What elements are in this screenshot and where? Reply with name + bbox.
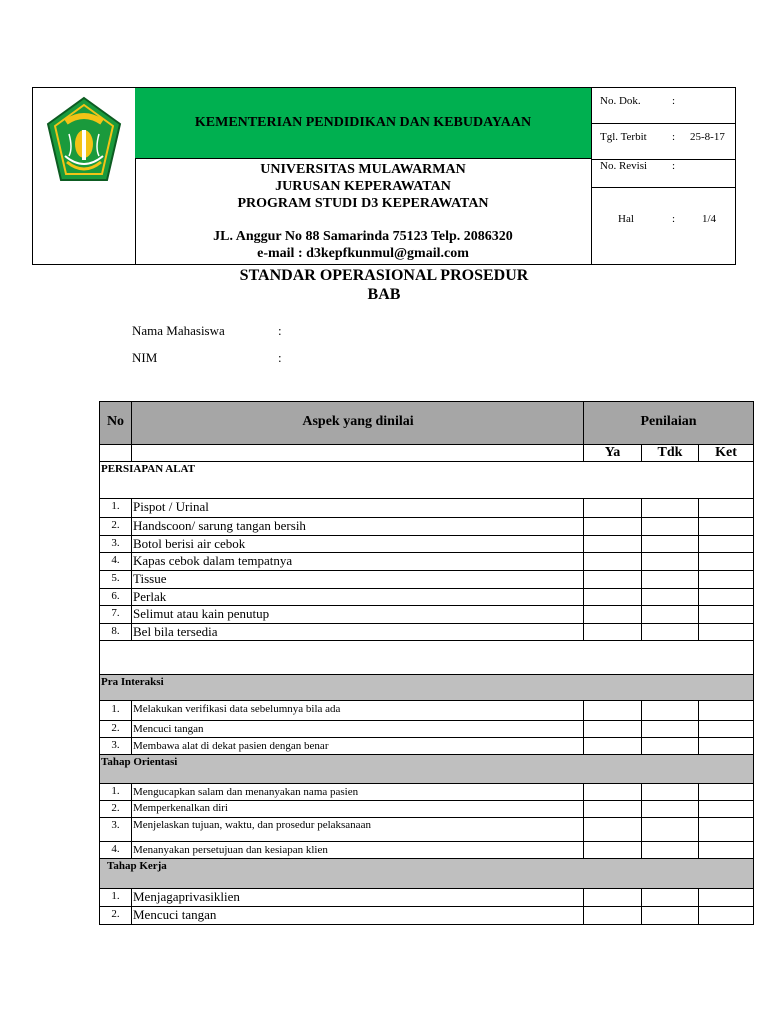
item-number: 1. [100,889,132,906]
cell-ya[interactable] [584,801,642,817]
cell-ket[interactable] [699,589,753,605]
cell-ya[interactable] [584,518,642,535]
cell-tdk[interactable] [642,889,699,906]
field-label: NIM [132,350,158,365]
email-line: e-mail : d3kepfkunmul@gmail.com [257,246,469,261]
field-colon: : [278,323,282,338]
subheader-empty [100,445,132,461]
cell-ya[interactable] [584,784,642,800]
cell-ket[interactable] [699,624,753,640]
cell-tdk[interactable] [642,842,699,858]
table-row [100,536,753,553]
cell-ket[interactable] [699,553,753,570]
cell-ya[interactable] [584,818,642,841]
section-title: PERSIAPAN ALAT [101,463,196,475]
col-header-aspek: Aspek yang dinilai [132,402,584,444]
table-row [100,721,753,738]
item-number: 7. [100,606,132,623]
cell-ket[interactable] [699,784,753,800]
cell-ket[interactable] [699,738,753,754]
cell-tdk[interactable] [642,701,699,720]
cell-ya[interactable] [584,842,642,858]
item-number: 8. [100,624,132,640]
table-row [100,738,753,755]
item-text: Tissue [132,571,584,588]
section-title: Pra Interaksi [101,676,164,688]
table-row [100,889,753,907]
meta-label: No. Dok. [600,95,641,107]
cell-tdk[interactable] [642,553,699,570]
col-header-no: No [100,402,132,444]
meta-colon: : [672,213,676,225]
item-text: Perlak [132,589,584,605]
logo-cell [33,88,136,264]
meta-label: No. Revisi [600,160,648,172]
cell-tdk[interactable] [642,907,699,924]
meta-row [592,188,735,264]
col-header-ya: Ya [584,445,642,461]
university-name: UNIVERSITAS MULAWARMAN [260,162,466,177]
cell-tdk[interactable] [642,624,699,640]
table-row [100,518,753,536]
table-row [100,499,753,518]
table-subheader-row [100,445,753,462]
cell-ket[interactable] [699,701,753,720]
section-row [100,859,753,889]
cell-ket[interactable] [699,907,753,924]
cell-tdk[interactable] [642,589,699,605]
item-text: Mencuci tangan [132,721,584,737]
cell-ya[interactable] [584,701,642,720]
cell-ket[interactable] [699,536,753,552]
student-id-field [132,350,282,366]
cell-ya[interactable] [584,536,642,552]
field-label: Nama Mahasiswa [132,323,225,338]
university-logo [45,96,123,188]
cell-ya[interactable] [584,889,642,906]
table-row [100,907,753,924]
cell-ya[interactable] [584,738,642,754]
cell-tdk[interactable] [642,784,699,800]
section-row [100,675,753,701]
cell-ket[interactable] [699,889,753,906]
section-row [100,755,753,784]
table-row [100,784,753,801]
cell-tdk[interactable] [642,801,699,817]
cell-ya[interactable] [584,589,642,605]
sop-title [32,266,736,304]
item-number: 4. [100,553,132,570]
meta-colon: : [672,95,676,107]
item-text: Bel bila tersedia [132,624,584,640]
item-text: Mencuci tangan [132,907,584,924]
item-text: Handscoon/ sarung tangan bersih [132,518,584,535]
cell-ket[interactable] [699,842,753,858]
item-number: 5. [100,571,132,588]
cell-ya[interactable] [584,606,642,623]
meta-label: Tgl. Terbit [600,131,647,143]
item-text: Pispot / Urinal [132,499,584,517]
item-number: 1. [100,499,132,517]
cell-tdk[interactable] [642,818,699,841]
cell-ket[interactable] [699,499,753,517]
cell-tdk[interactable] [642,499,699,517]
item-number: 4. [100,842,132,858]
section-title: Tahap Kerja [107,860,167,872]
spacer-row [100,641,753,675]
cell-ya[interactable] [584,907,642,924]
address-line: JL. Anggur No 88 Samarinda 75123 Telp. 2086320 [213,229,513,244]
col-header-ket: Ket [715,445,737,460]
cell-ya[interactable] [584,499,642,517]
meta-colon: : [672,160,676,172]
item-text: Kapas cebok dalam tempatnya [132,553,584,570]
cell-ya[interactable] [584,721,642,737]
item-number: 6. [100,589,132,605]
cell-ya[interactable] [584,553,642,570]
item-number: 2. [100,907,132,924]
meta-row [592,160,735,188]
cell-ket[interactable] [699,518,753,535]
meta-colon: : [672,131,676,143]
meta-row [592,124,735,160]
program-name: PROGRAM STUDI D3 KEPERAWATAN [237,196,489,211]
title-line-2: BAB [367,286,401,303]
meta-value: 1/4 [702,213,717,225]
cell-tdk[interactable] [642,606,699,623]
item-text: Menanyakan persetujuan dan kesiapan klien [132,842,584,858]
item-number: 3. [100,536,132,552]
cell-tdk[interactable] [642,518,699,535]
item-number: 3. [100,818,132,841]
table-row [100,553,753,571]
meta-row [592,88,735,124]
cell-ket[interactable] [699,818,753,841]
item-number: 1. [100,701,132,720]
col-header-penilaian: Penilaian [640,414,697,429]
cell-ket[interactable] [699,606,753,623]
cell-ya[interactable] [584,571,642,588]
item-number: 3. [100,738,132,754]
item-number: 1. [100,784,132,800]
cell-tdk[interactable] [642,571,699,588]
document-meta [591,88,735,264]
field-colon: : [278,350,282,365]
section-row [100,462,753,499]
assessment-table [99,401,754,925]
table-row [100,571,753,589]
cell-ket[interactable] [699,721,753,737]
document-header [32,87,736,265]
cell-tdk[interactable] [642,738,699,754]
table-row [100,701,753,721]
item-text: Botol berisi air cebok [132,536,584,552]
table-row [100,589,753,606]
table-row [100,818,753,842]
item-text: Selimut atau kain penutup [132,606,584,623]
item-number: 2. [100,518,132,535]
institution-block [135,159,591,264]
department-name: JURUSAN KEPERAWATAN [275,179,451,194]
meta-label: Hal [618,213,634,225]
item-text: Menjelaskan tujuan, waktu, dan prosedur pelaksanaan [132,818,584,841]
item-text: Membawa alat di dekat pasien dengan benar [132,738,584,754]
table-row [100,624,753,641]
section-title: Tahap Orientasi [101,756,178,768]
table-header-row [100,402,753,445]
item-text: Mengucapkan salam dan menanyakan nama pasien [132,784,584,800]
table-row [100,842,753,859]
item-number: 2. [100,801,132,817]
meta-value: 25-8-17 [690,131,725,143]
ministry-name: KEMENTERIAN PENDIDIKAN DAN KEBUDAYAAN [135,88,591,159]
col-header-tdk: Tdk [642,445,699,461]
item-text: Memperkenalkan diri [132,801,584,817]
item-text: Melakukan verifikasi data sebelumnya bila ada [132,701,584,720]
cell-tdk[interactable] [642,721,699,737]
title-line-1: STANDAR OPERASIONAL PROSEDUR [239,267,529,284]
cell-ya[interactable] [584,624,642,640]
item-number: 2. [100,721,132,737]
table-row [100,606,753,624]
cell-ket[interactable] [699,571,753,588]
cell-tdk[interactable] [642,536,699,552]
cell-ket[interactable] [699,801,753,817]
item-text: Menjagaprivasiklien [132,889,584,906]
table-row [100,801,753,818]
subheader-empty [132,445,584,461]
student-name-field [132,323,282,339]
